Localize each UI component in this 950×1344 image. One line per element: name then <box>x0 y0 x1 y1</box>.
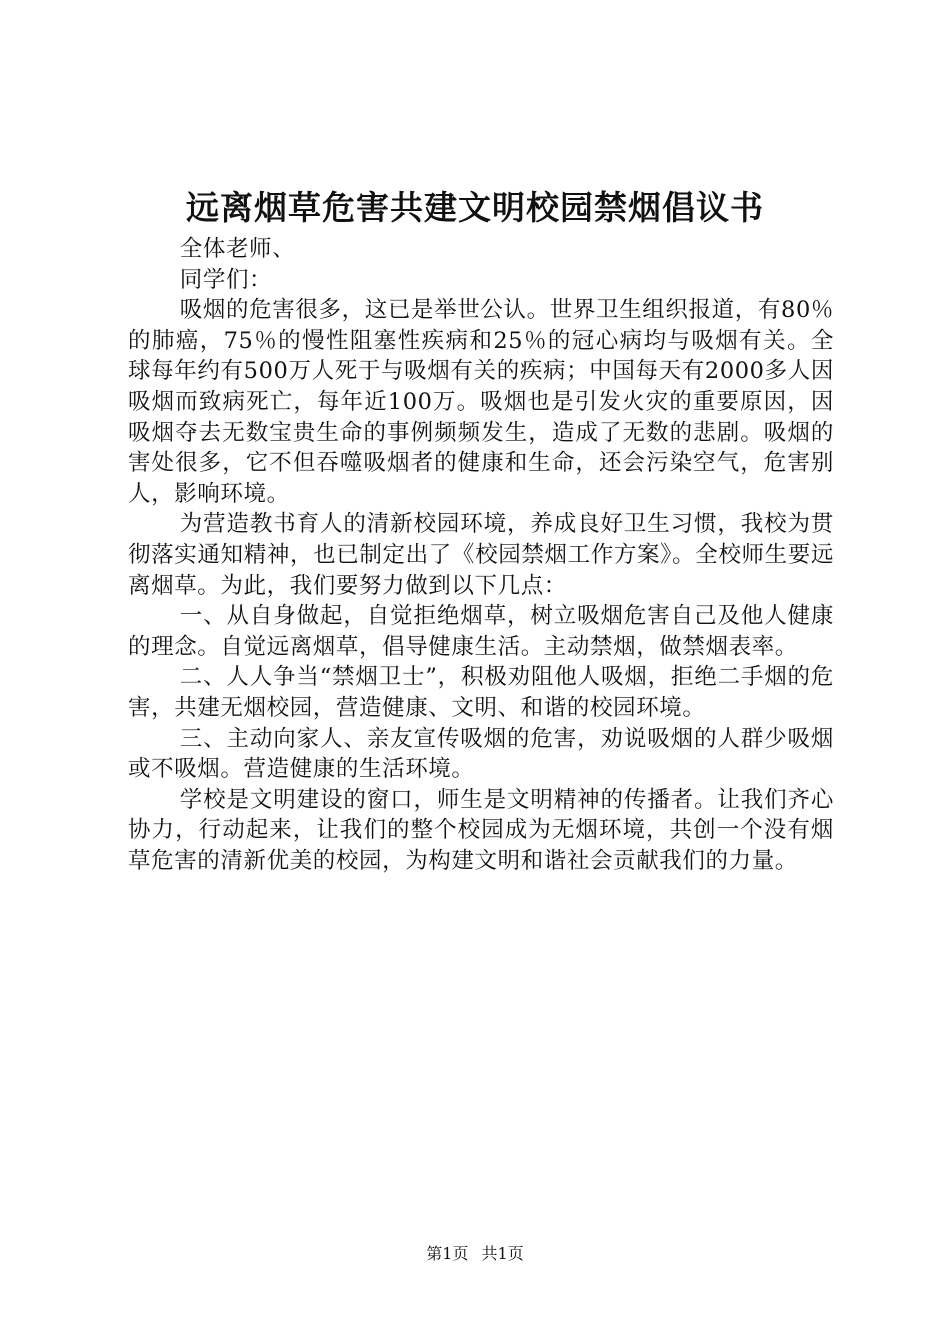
paragraph-point-one: 一、从自身做起，自觉拒绝烟草，树立吸烟危害自己及他人健康的理念。自觉远离烟草，倡导健康生活。主动禁烟，做禁烟表率。 <box>128 603 834 660</box>
document-title: 远离烟草危害共建文明校园禁烟倡议书 <box>186 188 764 227</box>
paragraph-point-three: 三、主动向家人、亲友宣传吸烟的危害，劝说吸烟的人群少吸烟或不吸烟。营造健康的生活环境。 <box>128 725 834 783</box>
page-footer <box>0 1242 950 1266</box>
document-body <box>128 234 834 876</box>
paragraph-smoking-harms: 吸烟的危害很多，这已是举世公认。世界卫生组织报道，有80％的肺癌，75％的慢性阻塞性疾病和25％的冠心病均与吸烟有关。全球每年约有500万人死于与吸烟有关的疾病；中国每天有2000多人因吸烟而致病死亡，每年近100万。吸烟也是引发火灾的重要原因，因吸烟夺去无数宝贵生命的事例频频发生，造成了无数的悲剧。吸烟的害处很多，它不但吞噬吸烟者的健康和生命，还会污染空气，危害别人，影响环境。 <box>128 297 834 507</box>
paragraph-school-plan: 为营造教书育人的清新校园环境，养成良好卫生习惯，我校为贯彻落实通知精神，也已制定出了《校园禁烟工作方案》。全校师生要远离烟草。为此，我们要努力做到以下几点： <box>128 511 834 599</box>
salutation-line-1: 全体老师、 <box>179 236 296 262</box>
page-total: 共1页 <box>481 1244 524 1263</box>
salutation-line-2: 同学们： <box>179 266 273 293</box>
paragraph-closing: 学校是文明建设的窗口，师生是文明精神的传播者。让我们齐心协力，行动起来，让我们的整个校园成为无烟环境，共创一个没有烟草危害的清新优美的校园，为构建文明和谐社会贡献我们的力量。 <box>128 786 834 874</box>
page-number: 第1页 <box>426 1244 469 1263</box>
paragraph-point-two: 二、人人争当“禁烟卫士”，积极劝阻他人吸烟，拒绝二手烟的危害，共建无烟校园，营造健康、文明、和谐的校园环境。 <box>128 664 834 721</box>
